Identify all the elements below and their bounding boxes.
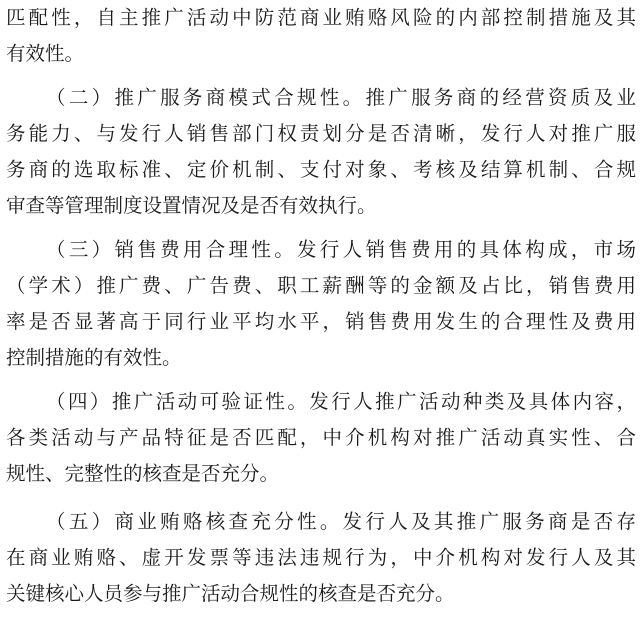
paragraph-3-line-3: 率是否显著高于同行业平均水平，销售费用发生的合理性及费用 — [6, 310, 636, 333]
paragraph-4-line-1: （四）推广活动可验证性。发行人推广活动种类及具体内容， — [46, 390, 636, 413]
paragraph-5-line-1: （五）商业贿赂核查充分性。发行人及其推广服务商是否存 — [46, 510, 636, 533]
paragraph-2-line-3: 务商的选取标准、定价机制、支付对象、考核及结算机制、合规 — [6, 158, 636, 181]
paragraph-3-line-2: （学术）推广费、广告费、职工薪酬等的金额及占比，销售费用 — [6, 274, 636, 297]
paragraph-2-line-2: 务能力、与发行人销售部门权责划分是否清晰，发行人对推广服 — [6, 122, 636, 145]
paragraph-1-line-1: 匹配性，自主推广活动中防范商业贿赂风险的内部控制措施及其 — [6, 6, 636, 29]
paragraph-2-line-1: （二）推广服务商模式合规性。推广服务商的经营资质及业 — [46, 86, 636, 109]
paragraph-1-line-2: 有效性。 — [6, 42, 85, 65]
paragraph-3-line-4: 控制措施的有效性。 — [6, 346, 182, 369]
paragraph-4-line-2: 各类活动与产品特征是否匹配，中介机构对推广活动真实性、合 — [6, 426, 636, 449]
paragraph-5-line-2: 在商业贿赂、虚开发票等违法违规行为，中介机构对发行人及其 — [6, 546, 636, 569]
paragraph-3-line-1: （三）销售费用合理性。发行人销售费用的具体构成，市场 — [46, 238, 636, 261]
paragraph-5-line-3: 关键核心人员参与推广活动合规性的核查是否充分。 — [6, 582, 455, 605]
paragraph-2-line-4: 审查等管理制度设置情况及是否有效执行。 — [6, 194, 377, 217]
paragraph-4-line-3: 规性、完整性的核查是否充分。 — [6, 462, 280, 485]
